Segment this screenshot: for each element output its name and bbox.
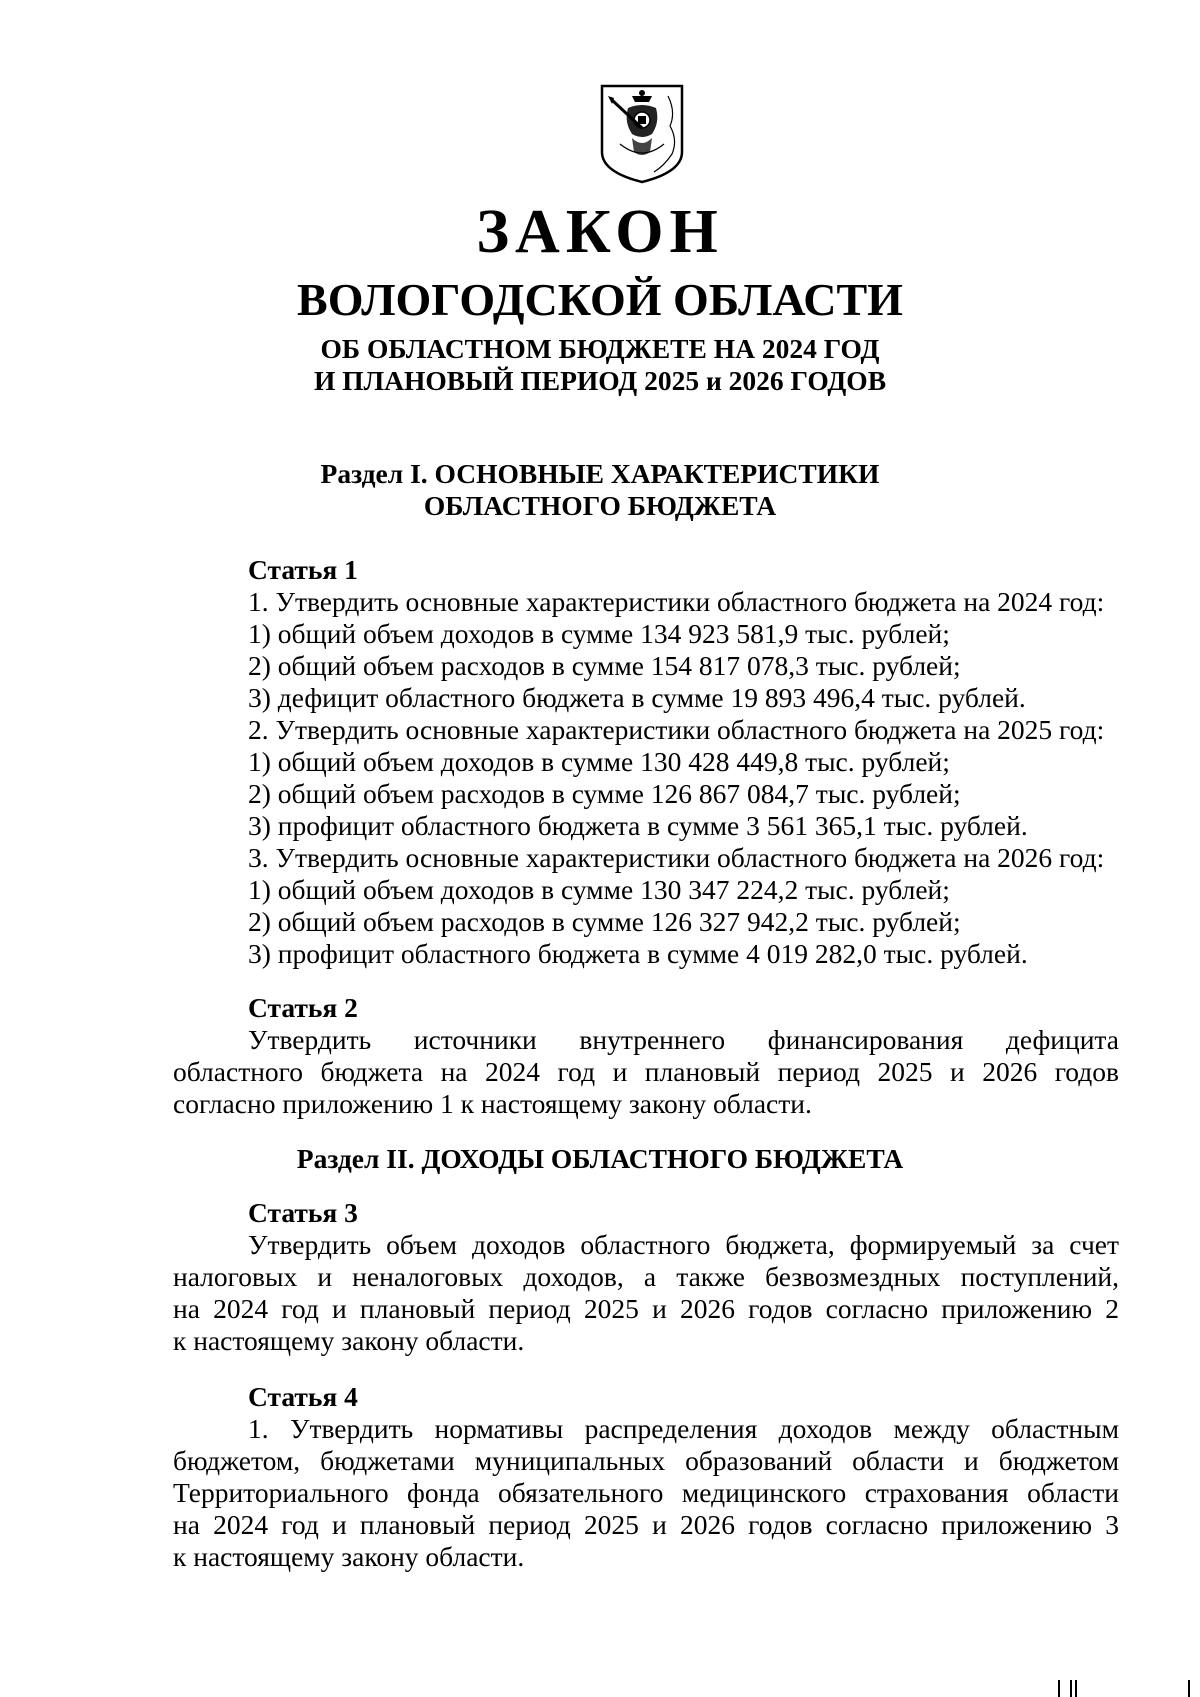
article-line: Территориального фонда обязательного медицинского страхования области bbox=[173, 1477, 1119, 1508]
article-line: согласно приложению 1 к настоящему закону области. bbox=[173, 1088, 812, 1119]
scan-mark bbox=[1075, 1680, 1077, 1697]
article-line: к настоящему закону области. bbox=[173, 1325, 525, 1356]
article-line: 3) профицит областного бюджета в сумме 4 019 282,0 тыс. рублей. bbox=[248, 938, 1028, 969]
article-line: 3) дефицит областного бюджета в сумме 19 893 496,4 тыс. рублей. bbox=[248, 682, 1026, 713]
article-line: 1) общий объем доходов в сумме 130 347 224,2 тыс. рублей; bbox=[248, 874, 950, 905]
article-line: бюджетом, бюджетами муниципальных образований области и бюджетом bbox=[173, 1445, 1119, 1476]
article-1-body bbox=[173, 586, 1119, 970]
article-line: 1) общий объем доходов в сумме 130 428 449,8 тыс. рублей; bbox=[248, 746, 950, 777]
section-heading-line: Раздел II. ДОХОДЫ ОБЛАСТНОГО БЮДЖЕТА bbox=[296, 1143, 904, 1174]
section-heading-line: Раздел I. ОСНОВНЫЕ ХАРАКТЕРИСТИКИ bbox=[320, 458, 880, 489]
article-3-title: Статья 3 bbox=[248, 1197, 358, 1228]
article-line: налоговых и неналоговых доходов, а также безвозмездных поступлений, bbox=[173, 1261, 1119, 1292]
section-2-heading bbox=[0, 1143, 1200, 1175]
article-line: 2) общий объем расходов в сумме 126 867 084,7 тыс. рублей; bbox=[248, 778, 961, 809]
scan-mark bbox=[1070, 1680, 1072, 1697]
article-line: на 2024 год и плановый период 2025 и 2026 годов согласно приложению 3 bbox=[173, 1509, 1119, 1540]
document-subject bbox=[0, 333, 1200, 397]
document-region: ВОЛОГОДСКОЙ ОБЛАСТИ bbox=[297, 274, 903, 325]
article-1-title: Статья 1 bbox=[248, 554, 358, 585]
subject-line: И ПЛАНОВЫЙ ПЕРИОД 2025 и 2026 ГОДОВ bbox=[313, 365, 887, 396]
article-line: на 2024 год и плановый период 2025 и 2026 годов согласно приложению 2 bbox=[173, 1293, 1119, 1324]
scan-mark bbox=[1058, 1680, 1060, 1697]
article-line: 3. Утвердить основные характеристики областного бюджета на 2026 год: bbox=[248, 842, 1105, 873]
subject-line: ОБ ОБЛАСТНОМ БЮДЖЕТЕ НА 2024 ГОД bbox=[320, 333, 880, 364]
article-line: 2) общий объем расходов в сумме 154 817 078,3 тыс. рублей; bbox=[248, 650, 961, 681]
article-line: 2. Утвердить основные характеристики областного бюджета на 2025 год: bbox=[248, 714, 1105, 745]
article-line: областного бюджета на 2024 год и плановый период 2025 и 2026 годов bbox=[173, 1056, 1119, 1087]
article-3-body bbox=[173, 1229, 1119, 1357]
scan-mark bbox=[1188, 1680, 1190, 1697]
article-line: 3) профицит областного бюджета в сумме 3 561 365,1 тыс. рублей. bbox=[248, 810, 1028, 841]
article-line: Утвердить объем доходов областного бюджета, формируемый за счет bbox=[248, 1229, 1119, 1260]
section-heading-line: ОБЛАСТНОГО БЮДЖЕТА bbox=[423, 490, 777, 521]
article-line: 2) общий объем расходов в сумме 126 327 942,2 тыс. рублей; bbox=[248, 906, 961, 937]
article-line: 1) общий объем доходов в сумме 134 923 581,9 тыс. рублей; bbox=[248, 618, 950, 649]
article-2-body bbox=[173, 1024, 1119, 1120]
article-line: Утвердить источники внутреннего финансирования дефицита bbox=[248, 1024, 1119, 1055]
article-4-body bbox=[173, 1413, 1119, 1573]
article-2-title: Статья 2 bbox=[248, 992, 358, 1023]
coat-of-arms-emblem bbox=[598, 82, 686, 184]
article-4-title: Статья 4 bbox=[248, 1381, 358, 1412]
document-title: ЗАКОН bbox=[476, 198, 724, 266]
article-line: 1. Утвердить основные характеристики областного бюджета на 2024 год: bbox=[248, 586, 1105, 617]
article-line: к настоящему закону области. bbox=[173, 1541, 525, 1572]
section-1-heading bbox=[0, 458, 1200, 522]
article-line: 1. Утвердить нормативы распределения доходов между областным bbox=[248, 1413, 1119, 1444]
